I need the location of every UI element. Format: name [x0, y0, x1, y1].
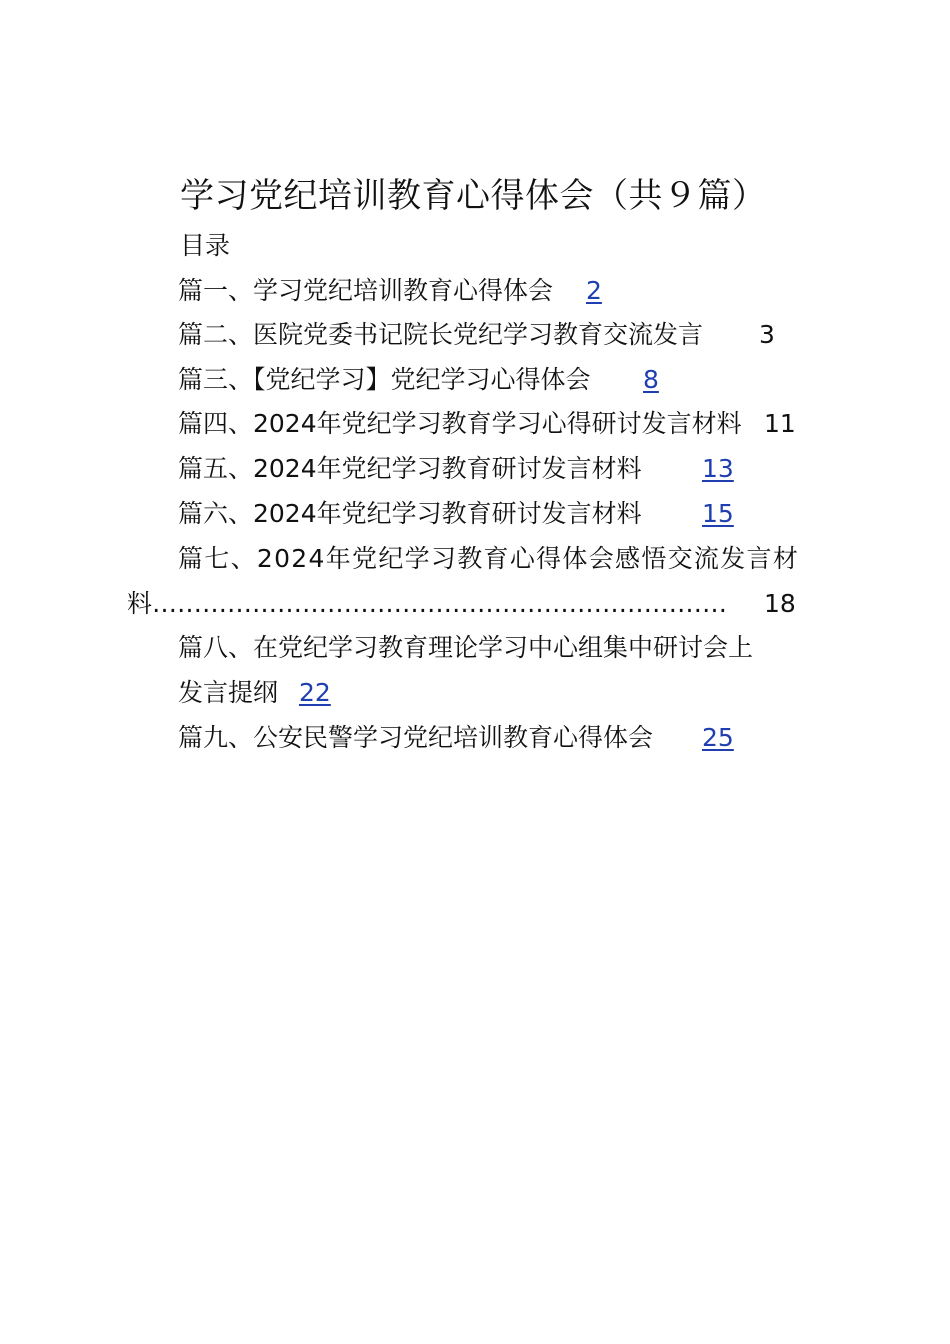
toc-entry-7-leader-dots: …………………………………………………………… [152, 589, 727, 618]
toc-entry-4-label: 篇四、2024年党纪学习教育学习心得研讨发言材料 [178, 409, 742, 438]
toc-heading: 目录 [180, 231, 231, 260]
toc-entry-2-page: 3 [759, 320, 775, 349]
toc-entry-1-page-link[interactable]: 2 [586, 276, 602, 305]
toc-entry-5-page-link[interactable]: 13 [702, 454, 734, 483]
toc-entry-1-label: 篇一、学习党纪培训教育心得体会 [178, 276, 554, 305]
toc-entry-3-label: 篇三、【党纪学习】党纪学习心得体会 [178, 365, 591, 394]
toc-entry-2-label: 篇二、医院党委书记院长党纪学习教育交流发言 [178, 320, 704, 349]
toc-entry-6-page-link[interactable]: 15 [702, 499, 734, 528]
toc-entry-8-label-line1: 篇八、在党纪学习教育理论学习中心组集中研讨会上 [178, 633, 754, 662]
toc-entry-5-label: 篇五、2024年党纪学习教育研讨发言材料 [178, 454, 642, 483]
toc-entry-9-page-link[interactable]: 25 [702, 723, 734, 752]
toc-entry-7-label-line2: 料 [127, 589, 153, 618]
toc-entry-8-label-line2: 发言提纲 [178, 678, 279, 707]
toc-entry-6-label: 篇六、2024年党纪学习教育研讨发言材料 [178, 499, 642, 528]
toc-entry-7-page: 18 [764, 589, 796, 618]
toc-entry-4-page: 11 [764, 409, 796, 438]
toc-entry-7-label-line1: 篇七、2024年党纪学习教育心得体会感悟交流发言材 [178, 544, 800, 573]
toc-entry-9-label: 篇九、公安民警学习党纪培训教育心得体会 [178, 723, 654, 752]
document-title: 学习党纪培训教育心得体会（共９篇） [180, 176, 767, 216]
toc-entry-3-page-link[interactable]: 8 [643, 365, 659, 394]
toc-entry-8-page-link[interactable]: 22 [299, 678, 331, 707]
